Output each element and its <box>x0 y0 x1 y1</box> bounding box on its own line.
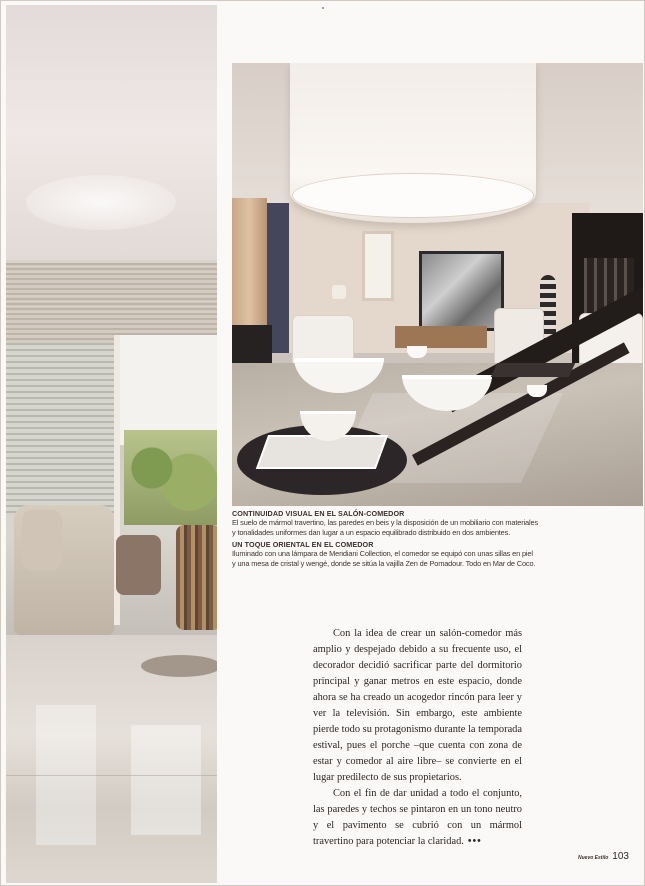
caption-line: y tonalidades uniformes dan lugar a un espacio equilibrado distribuido en dos ambientes. <box>232 527 511 537</box>
framed-artwork <box>419 251 504 331</box>
caption <box>232 540 644 568</box>
floor-tile-line <box>6 775 217 776</box>
teacup <box>407 346 427 358</box>
garden-view <box>124 430 217 525</box>
article-paragraph: Con la idea de crear un salón-comedor más amplio y despejado debido a su frecuente uso, el decorador decidió sacrificar parte del dormitorio principal y ganar metros en este espacio, donde ahora se ha creado un acogedor rincón para leer y ver la televisión. Sin embargo, este ambiente pierde todo su protagonismo durante la temporada estival, pues el porche –que cuenta con zona de estar y comedor al aire libre– se convierte en el lugar predilecto de sus propietarios. <box>313 628 522 783</box>
caption-line: El suelo de mármol travertino, las paredes en beis y la disposición de un mobiliario con materiales <box>232 518 538 527</box>
striped-chair <box>176 525 217 630</box>
article-body <box>313 626 522 850</box>
bright-window <box>116 335 217 445</box>
pendant-lamp-rim <box>292 173 534 218</box>
window-blind <box>6 263 217 343</box>
table-lamp <box>332 285 346 299</box>
caption-line: y una mesa de cristal y wengé, donde se sitúa la vajilla Zen de Pomadour. Todo en Mar de Coco. <box>232 558 536 568</box>
page-folio <box>578 851 629 862</box>
continuation-mark: ••• <box>467 836 482 847</box>
armchair-cushion <box>22 510 62 570</box>
living-room-photo <box>6 5 217 883</box>
paragraph-text: Con el fin de dar unidad a todo el conjunto, las paredes y techos se pintaron en un tono neutro y el pavimento se cubrió con un mármol travertino para potenciar la claridad. <box>313 788 522 847</box>
caption-heading: UN TOQUE ORIENTAL EN EL COMEDOR <box>232 540 374 549</box>
dining-room-photo <box>232 63 643 506</box>
ceiling-light-glow <box>26 175 176 230</box>
caption-line: Iluminado con una lámpara de Meridiani Collection, el comedor se equipó con unas sillas en piel <box>232 549 533 558</box>
caption <box>232 509 644 537</box>
photo-captions <box>232 509 644 571</box>
caption-heading: CONTINUIDAD VISUAL EN EL SALÓN-COMEDOR <box>232 509 405 518</box>
ottoman <box>116 535 161 595</box>
rug <box>141 655 217 677</box>
floor-reflection <box>131 725 201 835</box>
magazine-name: Nuevo Estilo <box>578 855 609 861</box>
teacup <box>527 385 547 397</box>
tv-cabinet <box>395 326 487 348</box>
window <box>362 231 394 301</box>
window-with-blinds <box>6 343 114 513</box>
print-mark <box>322 7 324 9</box>
tray <box>491 363 576 377</box>
page-number: 103 <box>612 851 629 862</box>
article-paragraph <box>313 786 522 850</box>
